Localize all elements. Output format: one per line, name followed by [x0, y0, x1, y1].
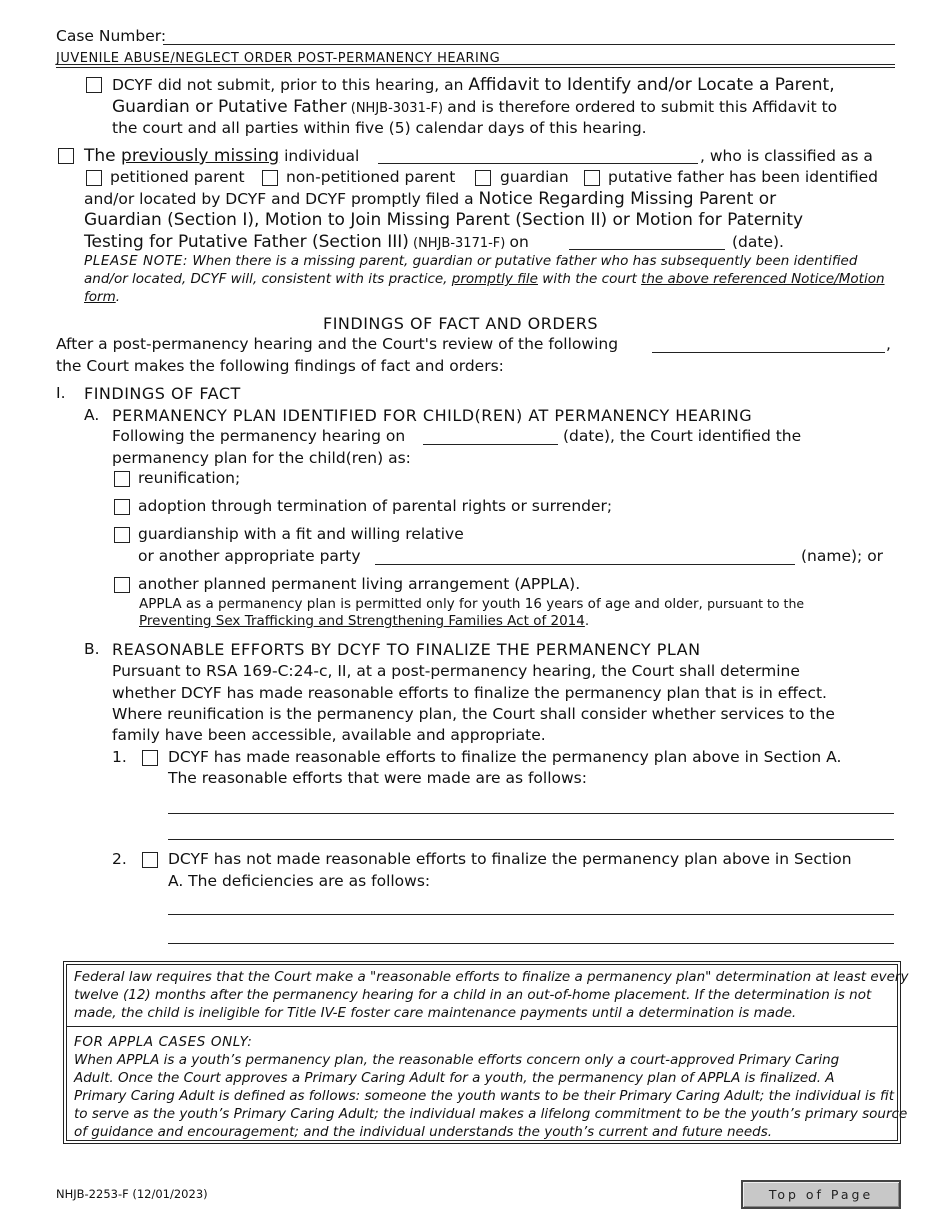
section-b-text-2: whether DCYF has made reasonable efforts to finalize the permanency plan that is in effect. [112, 684, 827, 702]
missing-line-3-a: and/or located by DCYF and DCYF promptly filed a [84, 190, 479, 208]
appla-box-line-2: Adult. Once the Court approves a Primary Caring Adult for a youth, the permanency plan of APPLA is finalized. A [74, 1070, 835, 1086]
section-a-letter: A. [84, 406, 100, 424]
note-2b: promptly file [451, 271, 538, 287]
section-a-text-1b: (date), the Court identified the [563, 427, 802, 445]
findings-intro-2: the Court makes the following findings of fact and orders: [56, 357, 504, 375]
appla-checkbox[interactable] [114, 577, 130, 593]
b1-efforts-line-1[interactable] [168, 813, 894, 814]
case-number-field[interactable] [163, 44, 895, 45]
section-b-text-3: Where reunification is the permanency plan, the Court shall consider whether services to the [112, 705, 835, 723]
guardianship-party-name-field[interactable] [375, 550, 795, 565]
b2-deficiencies-line-2[interactable] [168, 943, 894, 944]
appla-label: another planned permanent living arrangement (APPLA). [138, 575, 581, 593]
section-b-letter: B. [84, 640, 100, 658]
note-2a: and/or located, DCYF will, consistent with its practice, [84, 271, 452, 287]
non-petitioned-parent-label: non-petitioned parent [286, 168, 456, 186]
section-1-number: I. [56, 384, 66, 402]
appla-box-line-3: Primary Caring Adult is defined as follows: someone the youth wants to be their Primary Caring Adult; the individual is fit [74, 1088, 894, 1104]
missing-on: on [509, 233, 529, 251]
please-note-line-1 [84, 253, 857, 269]
appla-box-line-1: When APPLA is a youth’s permanency plan, the reasonable efforts concern only a court-approved Primary Caring [74, 1052, 840, 1068]
permanency-hearing-date-field[interactable] [423, 430, 558, 445]
reunification-label: reunification; [138, 469, 241, 487]
note-3a: form [84, 289, 116, 305]
b1-efforts-line-2[interactable] [168, 839, 894, 840]
reasonable-efforts-not-made-checkbox[interactable] [142, 852, 158, 868]
missing-the: The [84, 146, 122, 166]
affidavit-title: Affidavit to Identify and/or Locate a Parent, [468, 75, 835, 95]
affidavit-text: DCYF did not submit, prior to this hearing, an [112, 76, 469, 94]
missing-code: (NHJB-3171-F) [408, 236, 510, 251]
missing-line-3-b: Notice Regarding Missing Parent or [478, 189, 777, 209]
appla-note-period: . [584, 613, 590, 629]
top-of-page-button[interactable]: Top of Page [741, 1180, 901, 1209]
b1-text-1: DCYF has made reasonable efforts to finalize the permanency plan above in Section A. [168, 748, 842, 766]
b2-text-1: DCYF has not made reasonable efforts to finalize the permanency plan above in Section [168, 850, 852, 868]
putative-father-checkbox[interactable] [584, 170, 600, 186]
appla-heading: FOR APPLA CASES ONLY: [74, 1034, 253, 1050]
section-b-title: REASONABLE EFFORTS BY DCYF TO FINALIZE THE PERMANENCY PLAN [112, 640, 701, 659]
non-petitioned-parent-checkbox[interactable] [262, 170, 278, 186]
affidavit-line-1 [112, 75, 835, 95]
guardian-checkbox[interactable] [475, 170, 491, 186]
guardian-label: guardian [500, 168, 569, 186]
guardianship-checkbox[interactable] [114, 527, 130, 543]
affidavit-code: (NHJB-3031-F) [346, 101, 448, 116]
federal-line-1: Federal law requires that the Court make a "reasonable efforts to finalize a permanency plan" determination at least every [74, 969, 909, 985]
section-1-title: FINDINGS OF FACT [84, 384, 241, 403]
reunification-checkbox[interactable] [114, 471, 130, 487]
affidavit-text-2: and is therefore ordered to submit this Affidavit to [447, 98, 838, 116]
missing-previously: previously missing [121, 146, 280, 166]
form-title: JUVENILE ABUSE/NEGLECT ORDER POST-PERMANENCY HEARING [56, 51, 501, 66]
missing-classified: , who is classified as a [700, 147, 873, 165]
appla-note-line-1 [139, 596, 804, 612]
putative-father-label: putative father has been identified [608, 168, 878, 186]
missing-individual-name-field[interactable] [378, 149, 698, 164]
reasonable-efforts-made-checkbox[interactable] [142, 750, 158, 766]
please-note-line-3 [84, 289, 120, 305]
b2-deficiencies-line-1[interactable] [168, 914, 894, 915]
affidavit-line-3: the court and all parties within five (5) calendar days of this hearing. [112, 119, 647, 137]
missing-filed-date-field[interactable] [569, 235, 725, 250]
affidavit-title-cont: Guardian or Putative Father [112, 97, 347, 117]
petitioned-parent-label: petitioned parent [110, 168, 245, 186]
note-2c: with the court [537, 271, 642, 287]
guardianship-label-1: guardianship with a fit and willing relative [138, 525, 464, 543]
notice-box-divider [66, 1026, 898, 1027]
findings-intro-comma: , [886, 335, 891, 353]
affidavit-line-2 [112, 97, 837, 117]
missing-line-1 [84, 146, 359, 166]
missing-individual: individual [279, 147, 360, 165]
guardianship-label-2: or another appropriate party [138, 547, 361, 565]
b1-number: 1. [112, 748, 127, 766]
guardianship-name-label: (name); or [801, 547, 884, 565]
findings-heading: FINDINGS OF FACT AND ORDERS [323, 314, 599, 333]
missing-individual-checkbox[interactable] [58, 148, 74, 164]
please-note-line-2 [84, 271, 885, 287]
b2-number: 2. [112, 850, 127, 868]
review-items-field[interactable] [652, 338, 885, 353]
appla-note-a: APPLA as a permanency plan is permitted only for youth 16 years of age and older, [139, 596, 708, 612]
please-note-label: PLEASE NOTE: [84, 253, 189, 269]
appla-note-line-2 [139, 613, 589, 629]
header-rule-2 [56, 67, 895, 68]
please-note-text: When there is a missing parent, guardian or putative father who has subsequently been identified [188, 253, 858, 269]
federal-line-2: twelve (12) months after the permanency hearing for a child in an out-of-home placement. If the determination is not [74, 987, 872, 1003]
section-a-text-2: permanency plan for the child(ren) as: [112, 449, 411, 467]
b2-text-2: A. The deficiencies are as follows: [168, 872, 431, 890]
findings-intro-1: After a post-permanency hearing and the Court's review of the following [56, 335, 619, 353]
section-b-text-4: family have been accessible, available and appropriate. [112, 726, 546, 744]
affidavit-checkbox[interactable] [86, 77, 102, 93]
missing-line-5-a: Testing for Putative Father (Section III) [84, 232, 409, 252]
appla-box-line-5: of guidance and encouragement; and the individual understands the youth’s current and future needs. [74, 1124, 773, 1140]
missing-line-4: Guardian (Section I), Motion to Join Missing Parent (Section II) or Motion for Paternity [84, 210, 804, 230]
missing-date-label: (date). [732, 233, 784, 251]
federal-line-3: made, the child is ineligible for Title IV-E foster care maintenance payments until a determination is made. [74, 1005, 797, 1021]
adoption-label: adoption through termination of parental rights or surrender; [138, 497, 613, 515]
form-id: NHJB-2253-F (12/01/2023) [56, 1187, 208, 1201]
note-3b: . [115, 289, 121, 305]
appla-note-act: Preventing Sex Trafficking and Strengthening Families Act of 2014 [139, 613, 585, 629]
note-2d: the above referenced Notice/Motion [641, 271, 885, 287]
petitioned-parent-checkbox[interactable] [86, 170, 102, 186]
case-number-label: Case Number: [56, 27, 167, 45]
b1-text-2: The reasonable efforts that were made are as follows: [168, 769, 587, 787]
missing-line-3 [84, 189, 776, 209]
adoption-checkbox[interactable] [114, 499, 130, 515]
section-b-text-1: Pursuant to RSA 169-C:24-c, II, at a post-permanency hearing, the Court shall determine [112, 662, 800, 680]
missing-line-5 [84, 232, 529, 252]
appla-note-b: pursuant to the [707, 596, 805, 611]
notice-box [63, 961, 909, 1144]
appla-box-line-4: to serve as the youth’s Primary Caring Adult; the individual makes a lifelong commitment to be the youth’s primary source [74, 1106, 908, 1122]
section-a-title: PERMANENCY PLAN IDENTIFIED FOR CHILD(REN) AT PERMANENCY HEARING [112, 406, 753, 425]
header-rule [56, 64, 895, 65]
section-a-text-1: Following the permanency hearing on [112, 427, 406, 445]
